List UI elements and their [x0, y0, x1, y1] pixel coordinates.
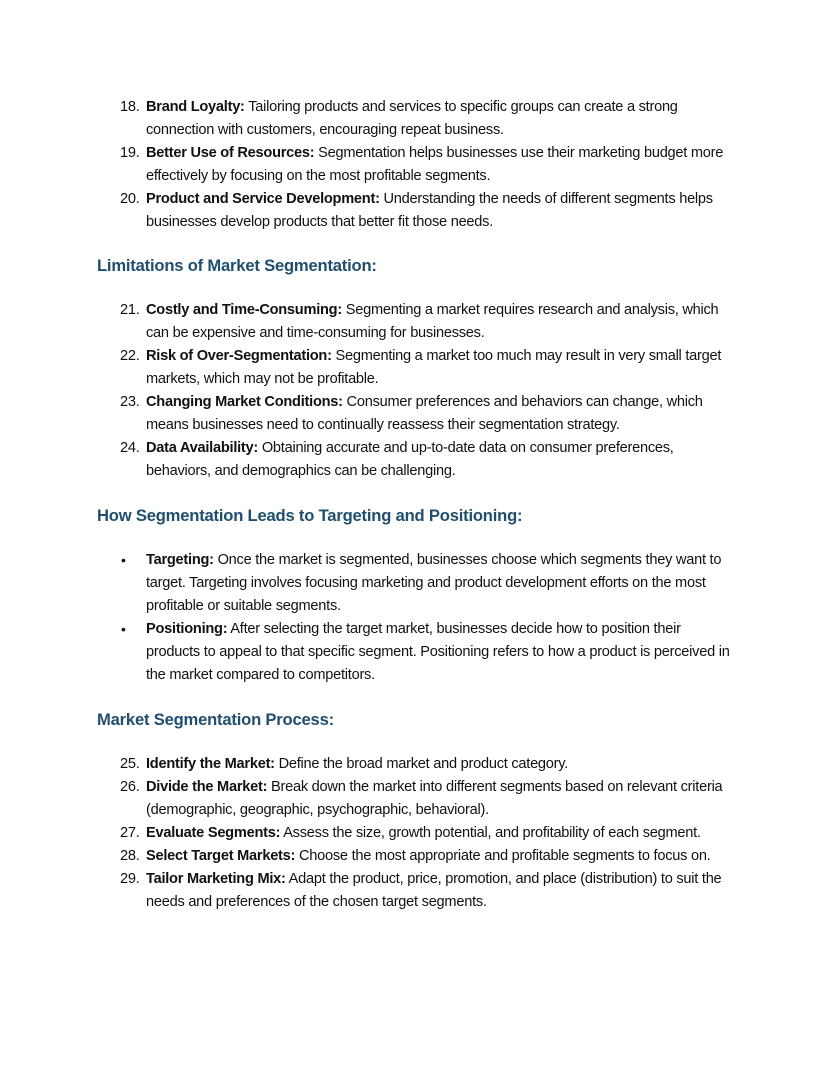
item-text: Adapt the product, price, promotion, and place (distribution) to suit the needs and preferences of the chosen target segments. — [146, 871, 722, 910]
list-item — [0, 618, 736, 687]
list-item — [0, 391, 736, 437]
item-text: Break down the market into different segments based on relevant criteria (demographic, geographic, psychographic, behavioral). — [146, 779, 723, 818]
bullet-icon: • — [121, 621, 126, 637]
list-number: 18. — [120, 99, 140, 115]
list-item — [0, 868, 736, 914]
item-term: Product and Service Development: — [146, 191, 380, 207]
process-list — [0, 753, 736, 914]
item-term: Positioning: — [146, 621, 228, 637]
item-term: Risk of Over-Segmentation: — [146, 348, 332, 364]
item-text: Consumer preferences and behaviors can change, which means businesses need to continually reassess their segmentation strategy. — [146, 394, 703, 433]
item-text: Choose the most appropriate and profitable segments to focus on. — [295, 848, 711, 864]
item-term: Tailor Marketing Mix: — [146, 871, 286, 887]
list-item — [0, 437, 736, 483]
list-number: 19. — [120, 145, 140, 161]
list-item — [0, 188, 736, 234]
section-heading-targeting-positioning: How Segmentation Leads to Targeting and Positioning: — [97, 506, 523, 525]
list-item — [0, 96, 736, 142]
item-text: Segmentation helps businesses use their marketing budget more effectively by focusing on the most profitable segments. — [146, 145, 724, 184]
item-text: Assess the size, growth potential, and profitability of each segment. — [280, 825, 701, 841]
list-number: 27. — [120, 825, 140, 841]
limitations-list — [0, 299, 736, 483]
item-term: Select Target Markets: — [146, 848, 296, 864]
section-heading-limitations: Limitations of Market Segmentation: — [97, 256, 377, 275]
item-text: After selecting the target market, businesses decide how to position their products to appeal to that specific segment. Positioning refers to how a product is perceived in the market compared to competitors. — [146, 621, 730, 683]
benefits-list — [0, 96, 736, 234]
list-item — [0, 776, 736, 822]
item-term: Brand Loyalty: — [146, 99, 245, 115]
item-term: Costly and Time-Consuming: — [146, 302, 342, 318]
item-term: Targeting: — [146, 552, 214, 568]
list-number: 24. — [120, 440, 140, 456]
bullet-icon: • — [121, 552, 126, 568]
item-text: Segmenting a market requires research and analysis, which can be expensive and time-consuming for businesses. — [146, 302, 719, 341]
item-text: Define the broad market and product category. — [274, 756, 569, 772]
list-item — [0, 753, 736, 776]
list-number: 29. — [120, 871, 140, 887]
item-term: Identify the Market: — [146, 756, 275, 772]
list-number: 23. — [120, 394, 140, 410]
list-item — [0, 549, 736, 618]
item-text: Segmenting a market too much may result in very small target markets, which may not be profitable. — [146, 348, 722, 387]
list-number: 28. — [120, 848, 140, 864]
item-term: Evaluate Segments: — [146, 825, 281, 841]
list-item — [0, 845, 736, 868]
item-text: Tailoring products and services to specific groups can create a strong connection with customers, encouraging repeat business. — [146, 99, 678, 138]
list-item — [0, 299, 736, 345]
list-number: 20. — [120, 191, 140, 207]
item-text: Obtaining accurate and up-to-date data on consumer preferences, behaviors, and demographics can be challenging. — [146, 440, 674, 479]
list-item — [0, 345, 736, 391]
list-item — [0, 822, 736, 845]
item-text: Once the market is segmented, businesses choose which segments they want to target. Targeting involves focusing marketing and product development efforts on the most profitable or suitable segments. — [146, 552, 722, 614]
list-number: 25. — [120, 756, 140, 772]
list-number: 26. — [120, 779, 140, 795]
list-number: 21. — [120, 302, 140, 318]
item-term: Divide the Market: — [146, 779, 268, 795]
section-heading-process: Market Segmentation Process: — [97, 710, 334, 729]
item-term: Changing Market Conditions: — [146, 394, 343, 410]
list-item — [0, 142, 736, 188]
item-term: Better Use of Resources: — [146, 145, 315, 161]
item-text: Understanding the needs of different segments helps businesses develop products that better fit those needs. — [146, 191, 713, 230]
item-term: Data Availability: — [146, 440, 259, 456]
list-number: 22. — [120, 348, 140, 364]
targeting-positioning-list — [0, 549, 736, 687]
